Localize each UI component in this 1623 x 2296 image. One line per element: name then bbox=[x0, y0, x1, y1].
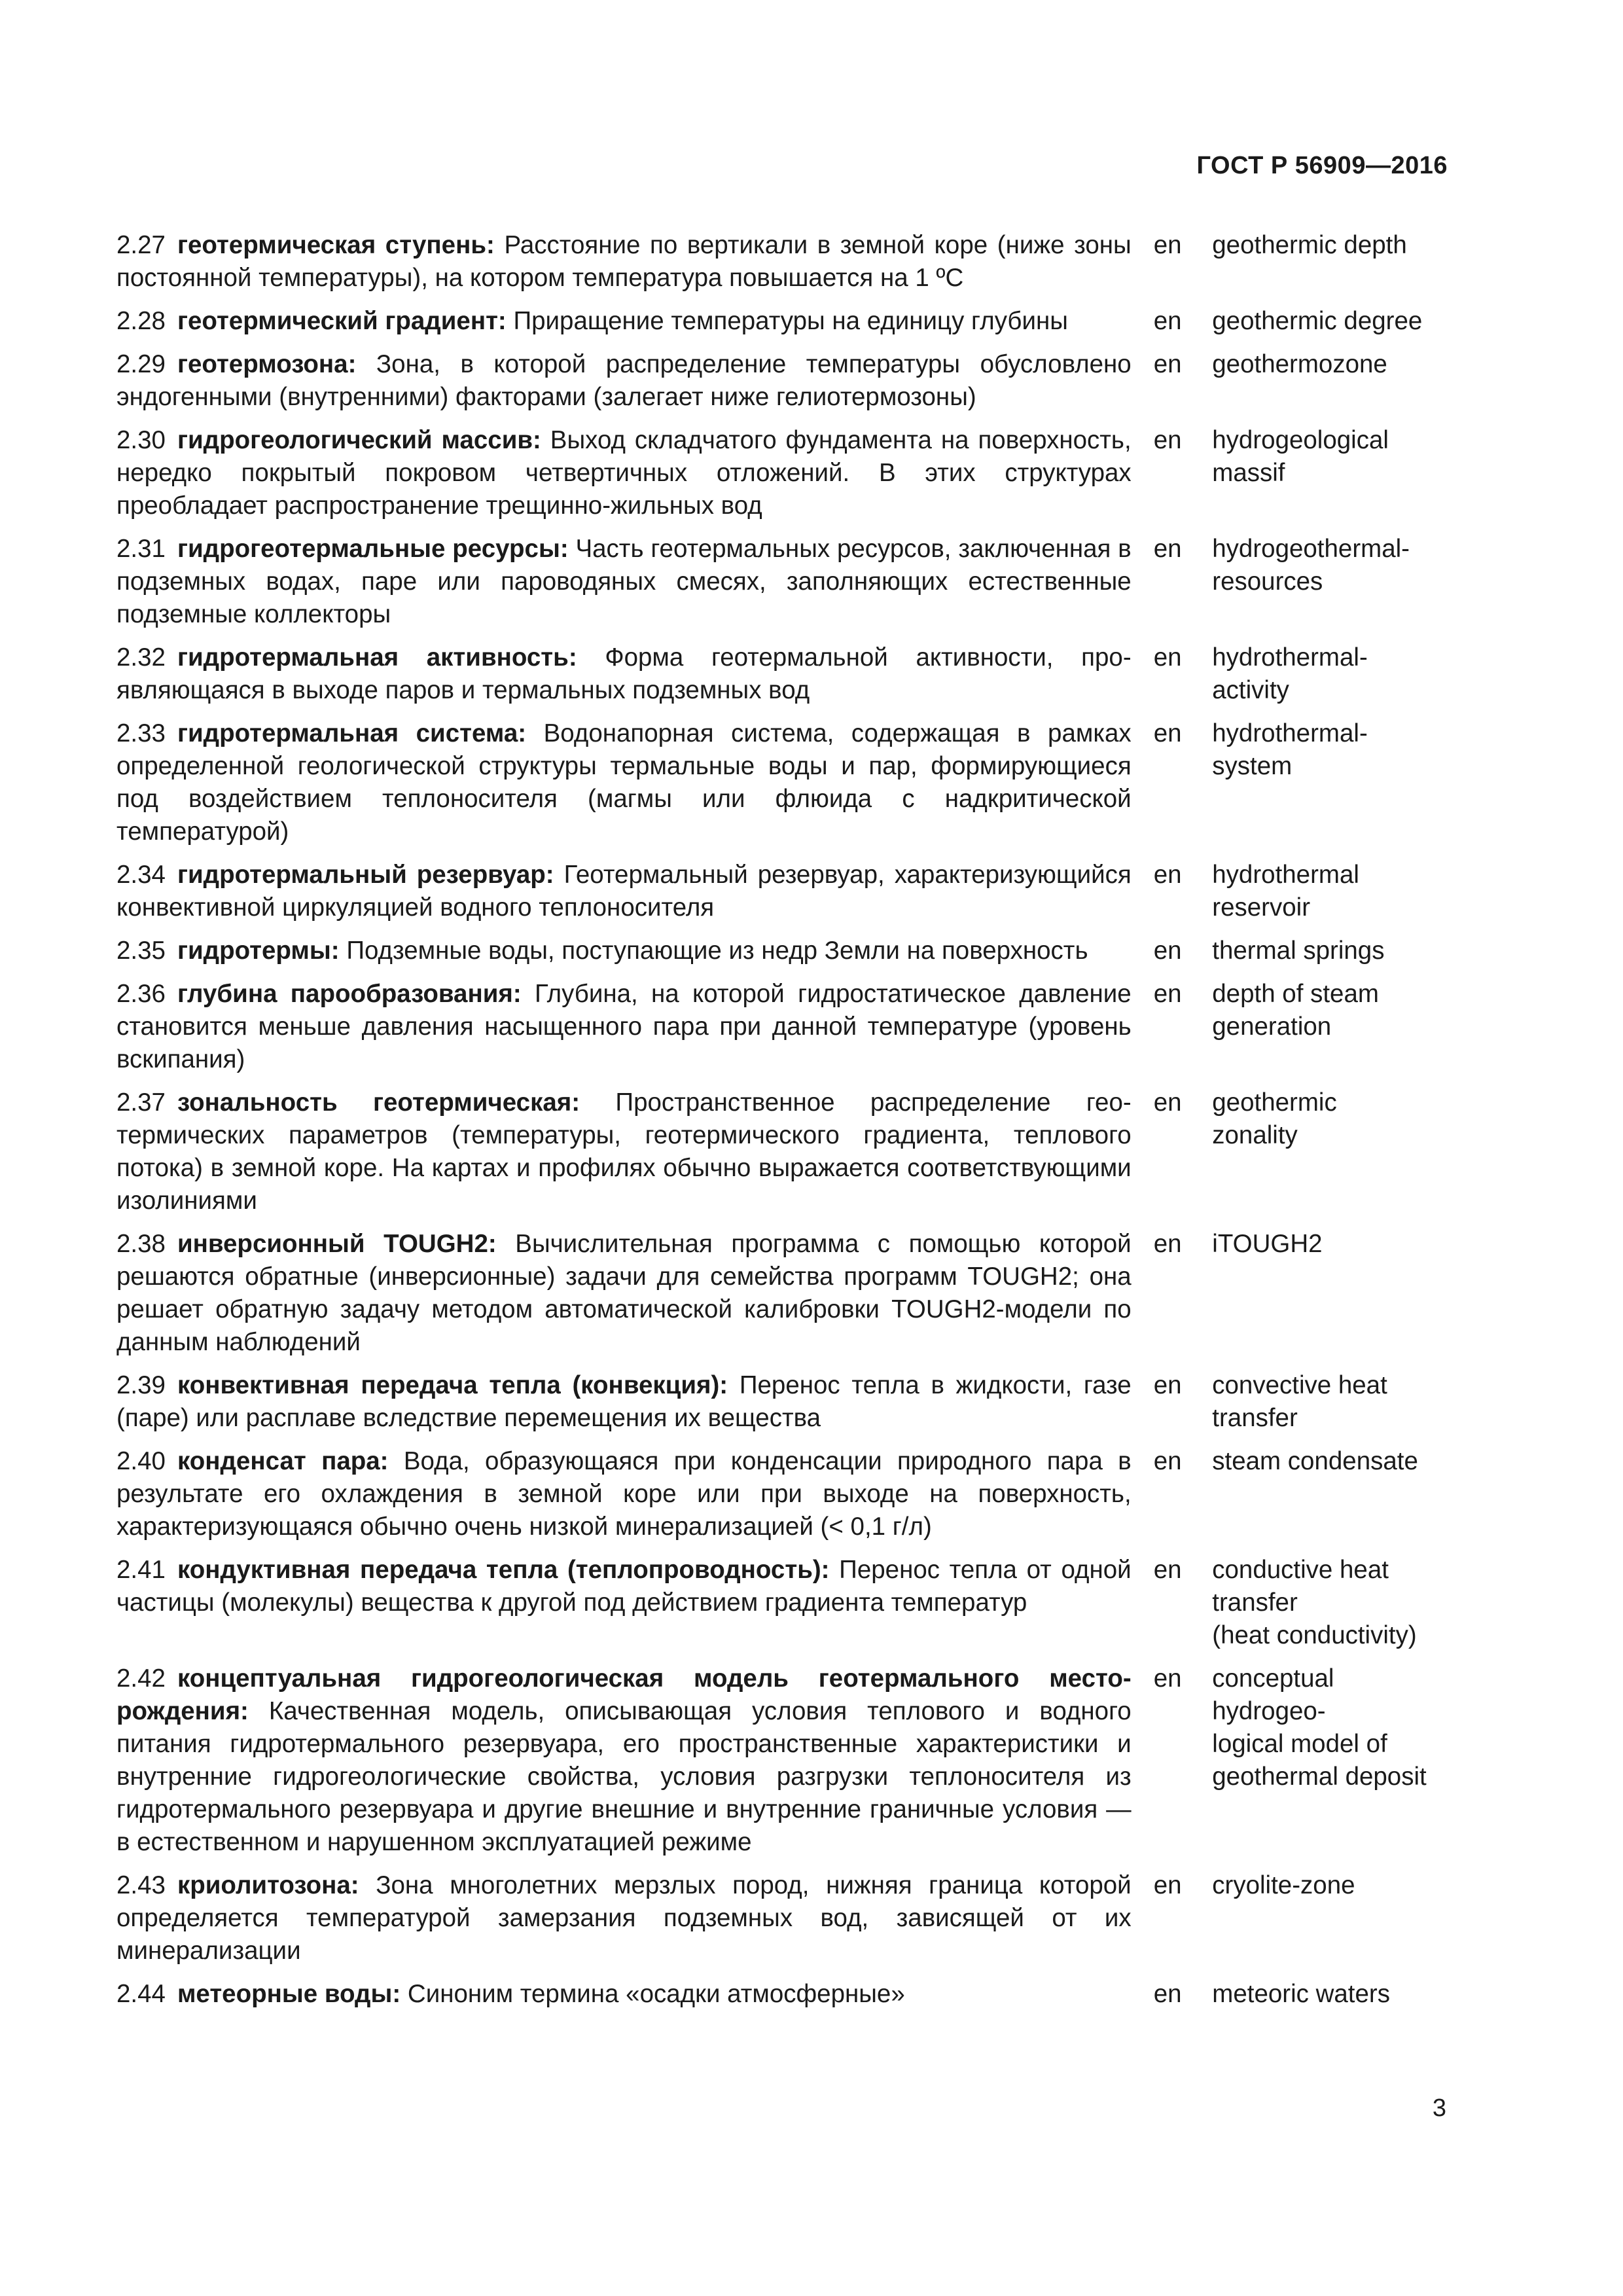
english-equivalent bbox=[1212, 641, 1459, 707]
english-equivalent-line: zonality bbox=[1212, 1121, 1298, 1149]
english-equivalent bbox=[1212, 305, 1459, 338]
term-definition-text: Часть геотермальных ресурсов, заключенная в подземных водах, паре или пароводяных смесях, заполняющих естественные подземные коллекторы bbox=[116, 535, 1132, 628]
english-equivalent bbox=[1212, 1662, 1459, 1793]
language-code: en bbox=[1153, 426, 1182, 454]
term-entry bbox=[116, 1869, 1459, 1967]
term-definition-block bbox=[116, 1978, 1132, 2011]
term-definition-text: Подземные воды, поступающие из недр Земли на поверхность bbox=[339, 937, 1088, 965]
term-definition-block bbox=[116, 1086, 1132, 1217]
english-equivalent-line: hydrothermal- bbox=[1212, 643, 1368, 672]
term-title: гидрогеологический массив: bbox=[177, 426, 541, 454]
term-definition-block bbox=[116, 935, 1132, 967]
term-definition-text: Приращение температуры на единицу глубины bbox=[506, 307, 1068, 335]
language-code: en bbox=[1153, 1371, 1182, 1399]
term-definition-block bbox=[116, 1869, 1132, 1967]
term-definition-block bbox=[116, 859, 1132, 924]
term-title: гидрогеотермальные ресурсы: bbox=[177, 535, 569, 563]
english-equivalent-line: geothermal deposit bbox=[1212, 1763, 1427, 1791]
terms-list bbox=[116, 229, 1459, 2021]
language-code: en bbox=[1153, 1230, 1182, 1258]
term-title: глубина парообразования: bbox=[177, 980, 522, 1008]
english-equivalent bbox=[1212, 1228, 1459, 1261]
english-equivalent bbox=[1212, 859, 1459, 924]
term-entry bbox=[116, 305, 1459, 338]
term-title: криолитозона: bbox=[177, 1871, 359, 1899]
term-title: концептуальная гидрогеологическая модель геотермального месторождения: bbox=[116, 1664, 1132, 1725]
term-definition-text: Перенос тепла в жидкости, газе (паре) или расплаве вследствие перемещения их вещества bbox=[116, 1371, 1132, 1432]
term-title: геотермическая ступень: bbox=[177, 231, 495, 259]
term-definition-block bbox=[116, 978, 1132, 1076]
term-title: гидротермальная активность: bbox=[177, 643, 577, 672]
term-number: 2.34 bbox=[116, 861, 166, 889]
term-definition-text: Геотермальный резервуар, характеризующийся конвективной циркуляцией водного теплоносителя bbox=[116, 861, 1132, 922]
term-title: инверсионный TOUGH2: bbox=[177, 1230, 497, 1258]
english-equivalent-line: hydrothermal- bbox=[1212, 719, 1368, 747]
term-definition-block bbox=[116, 348, 1132, 414]
english-equivalent-line: (heat conductivity) bbox=[1212, 1621, 1417, 1649]
term-number: 2.40 bbox=[116, 1447, 166, 1475]
term-number: 2.31 bbox=[116, 535, 166, 563]
term-number: 2.35 bbox=[116, 937, 166, 965]
english-equivalent bbox=[1212, 229, 1459, 262]
term-definition-block bbox=[116, 1445, 1132, 1543]
term-entry bbox=[116, 1228, 1459, 1359]
term-definition-block bbox=[116, 1369, 1132, 1435]
english-equivalent-line: generation bbox=[1212, 1013, 1332, 1041]
english-equivalent-line: hydrogeo- bbox=[1212, 1697, 1326, 1725]
english-equivalent-line: reservoir bbox=[1212, 893, 1311, 922]
english-equivalent-line: conductive heat bbox=[1212, 1556, 1389, 1584]
term-definition-block bbox=[116, 1228, 1132, 1359]
term-title: зональность геотермическая: bbox=[177, 1088, 580, 1117]
english-equivalent-line: activity bbox=[1212, 676, 1289, 704]
language-code: en bbox=[1153, 861, 1182, 889]
english-equivalent bbox=[1212, 1369, 1459, 1435]
english-equivalent-line: hydrothermal bbox=[1212, 861, 1359, 889]
standard-code-header: ГОСТ Р 56909—2016 bbox=[1196, 152, 1448, 179]
term-entry bbox=[116, 348, 1459, 414]
language-code: en bbox=[1153, 1447, 1182, 1475]
term-entry bbox=[116, 424, 1459, 522]
term-definition-block bbox=[116, 717, 1132, 848]
term-definition-text: Расстояние по вертикали в земной коре (ниже зоны постоянной температуры), на котором температура повышается на 1 ºС bbox=[116, 231, 1132, 292]
english-equivalent-line: geothermic bbox=[1212, 1088, 1337, 1117]
term-entry bbox=[116, 229, 1459, 295]
term-definition-text: Зона, в которой распределение температуры обусловлено эндогенными (внутренними) факторами (залегает ниже гелиотермозоны) bbox=[116, 350, 1132, 411]
language-code: en bbox=[1153, 1871, 1182, 1899]
language-code: en bbox=[1153, 231, 1182, 259]
term-definition-block bbox=[116, 641, 1132, 707]
language-code: en bbox=[1153, 937, 1182, 965]
language-code: en bbox=[1153, 307, 1182, 335]
term-definition-text: Форма геотермальной активности, проявляющаяся в выходе паров и термальных подземных вод bbox=[116, 643, 1132, 704]
term-title: гидротермальная система: bbox=[177, 719, 527, 747]
term-entry bbox=[116, 1554, 1459, 1652]
english-equivalent-line: iTOUGH2 bbox=[1212, 1230, 1323, 1258]
english-equivalent-line: hydrogeological bbox=[1212, 426, 1389, 454]
english-equivalent-line: logical model of bbox=[1212, 1730, 1387, 1758]
english-equivalent bbox=[1212, 1978, 1459, 2011]
english-equivalent bbox=[1212, 1869, 1459, 1902]
term-title: гидротермы: bbox=[177, 937, 340, 965]
term-entry bbox=[116, 717, 1459, 848]
term-definition-block bbox=[116, 424, 1132, 522]
english-equivalent bbox=[1212, 978, 1459, 1043]
english-equivalent-line: transfer bbox=[1212, 1588, 1298, 1617]
term-entry bbox=[116, 935, 1459, 967]
term-definition-text: Перенос тепла от одной частицы (молекулы) вещества к другой под действием градиента температур bbox=[116, 1556, 1132, 1617]
page-number: 3 bbox=[1432, 2094, 1446, 2122]
term-entry bbox=[116, 978, 1459, 1076]
english-equivalent-line: depth of steam bbox=[1212, 980, 1379, 1008]
english-equivalent bbox=[1212, 1086, 1459, 1152]
language-code: en bbox=[1153, 350, 1182, 378]
english-equivalent-line: massif bbox=[1212, 459, 1285, 487]
english-equivalent-line: system bbox=[1212, 752, 1293, 780]
term-number: 2.30 bbox=[116, 426, 166, 454]
term-entry bbox=[116, 1445, 1459, 1543]
language-code: en bbox=[1153, 535, 1182, 563]
language-code: en bbox=[1153, 1088, 1182, 1117]
term-title: конденсат пара: bbox=[177, 1447, 389, 1475]
english-equivalent-line: conceptual bbox=[1212, 1664, 1334, 1693]
term-title: гидротермальный резервуар: bbox=[177, 861, 554, 889]
english-equivalent-line: geothermozone bbox=[1212, 350, 1387, 378]
term-number: 2.42 bbox=[116, 1664, 166, 1693]
term-definition-text: Зона многолетних мерзлых пород, нижняя граница которой определяется температурой замерзания подземных вод, зависящей от их минерализации bbox=[116, 1871, 1132, 1965]
term-entry bbox=[116, 533, 1459, 631]
term-entry bbox=[116, 1978, 1459, 2011]
english-equivalent-line: cryolite-zone bbox=[1212, 1871, 1355, 1899]
term-definition-text: Глубина, на которой гидростатическое давление становится меньше давления насыщенного пара при данной температуре (уровень вскипания) bbox=[116, 980, 1132, 1073]
english-equivalent-line: transfer bbox=[1212, 1404, 1298, 1432]
english-equivalent bbox=[1212, 935, 1459, 967]
term-number: 2.39 bbox=[116, 1371, 166, 1399]
language-code: en bbox=[1153, 719, 1182, 747]
term-entry bbox=[116, 859, 1459, 924]
term-definition-text: Качественная модель, описывающая условия теплового и водного питания гидротермального резервуара, его пространственные характеристики и внутренние гидрогеологические свойства, условия разгрузки теплоносителя из гидротермального резервуара и другие внешние и внутренние граничные условия — в естественном и нарушенном эксплуатацией режиме bbox=[116, 1697, 1132, 1856]
english-equivalent bbox=[1212, 348, 1459, 381]
term-number: 2.33 bbox=[116, 719, 166, 747]
term-number: 2.43 bbox=[116, 1871, 166, 1899]
term-definition-block bbox=[116, 533, 1132, 631]
term-title: конвективная передача тепла (конвекция): bbox=[177, 1371, 728, 1399]
term-number: 2.44 bbox=[116, 1980, 166, 2008]
english-equivalent-line: geothermic depth bbox=[1212, 231, 1407, 259]
term-entry bbox=[116, 1369, 1459, 1435]
term-title: геотермозона: bbox=[177, 350, 357, 378]
english-equivalent-line: resources bbox=[1212, 567, 1323, 596]
term-definition-block bbox=[116, 229, 1132, 295]
english-equivalent-line: hydrogeothermal- bbox=[1212, 535, 1410, 563]
english-equivalent bbox=[1212, 1554, 1459, 1652]
term-number: 2.37 bbox=[116, 1088, 166, 1117]
term-definition-text: Вычислительная программа с помощью которой решаются обратные (инверсионные) задачи для семейства программ TOUGH2; она решает обратную задачу методом автоматической калибровки TOUGH2-модели по данным наблюдений bbox=[116, 1230, 1132, 1356]
language-code: en bbox=[1153, 980, 1182, 1008]
term-definition-text: Пространственное распределение геотермических параметров (температуры, геотермического градиента, теплового потока) в земной коре. На картах и профилях обычно выражается соответствующими изолиниями bbox=[116, 1088, 1132, 1215]
term-number: 2.28 bbox=[116, 307, 166, 335]
term-entry bbox=[116, 1086, 1459, 1217]
language-code: en bbox=[1153, 1980, 1182, 2008]
english-equivalent bbox=[1212, 424, 1459, 490]
term-number: 2.29 bbox=[116, 350, 166, 378]
english-equivalent-line: geothermic degree bbox=[1212, 307, 1423, 335]
term-definition-block bbox=[116, 305, 1132, 338]
term-definition-block bbox=[116, 1662, 1132, 1859]
english-equivalent bbox=[1212, 1445, 1459, 1478]
english-equivalent-line: convective heat bbox=[1212, 1371, 1387, 1399]
term-definition-block bbox=[116, 1554, 1132, 1619]
english-equivalent bbox=[1212, 533, 1459, 598]
english-equivalent-line: thermal springs bbox=[1212, 937, 1385, 965]
english-equivalent-line: meteoric waters bbox=[1212, 1980, 1390, 2008]
term-number: 2.36 bbox=[116, 980, 166, 1008]
english-equivalent bbox=[1212, 717, 1459, 783]
term-title: метеорные воды: bbox=[177, 1980, 401, 2008]
term-entry bbox=[116, 641, 1459, 707]
english-equivalent-line: steam condensate bbox=[1212, 1447, 1418, 1475]
term-title: геотермический градиент: bbox=[177, 307, 507, 335]
term-definition-text: Выход складчатого фундамента на поверхность, нередко покрытый покровом четвертичных отложений. В этих структурах преобладает распространение трещинно-жильных вод bbox=[116, 426, 1132, 520]
term-definition-text: Вода, образующаяся при конденсации природного пара в результате его охлаждения в земной коре или при выходе на поверхность, характеризующаяся обычно очень низкой минерализацией (< 0,1 г/л) bbox=[116, 1447, 1132, 1541]
term-number: 2.41 bbox=[116, 1556, 166, 1584]
term-definition-text: Водонапорная система, содержащая в рамках определенной геологической структуры термальные воды и пар, формирующиеся под воздействием теплоносителя (магмы или флюида с надкритической температурой) bbox=[116, 719, 1132, 846]
term-number: 2.27 bbox=[116, 231, 166, 259]
term-number: 2.32 bbox=[116, 643, 166, 672]
term-entry bbox=[116, 1662, 1459, 1859]
term-definition-text: Синоним термина «осадки атмосферные» bbox=[401, 1980, 905, 2008]
term-title: кондуктивная передача тепла (теплопроводность): bbox=[177, 1556, 830, 1584]
term-number: 2.38 bbox=[116, 1230, 166, 1258]
language-code: en bbox=[1153, 1556, 1182, 1584]
language-code: en bbox=[1153, 643, 1182, 672]
language-code: en bbox=[1153, 1664, 1182, 1693]
